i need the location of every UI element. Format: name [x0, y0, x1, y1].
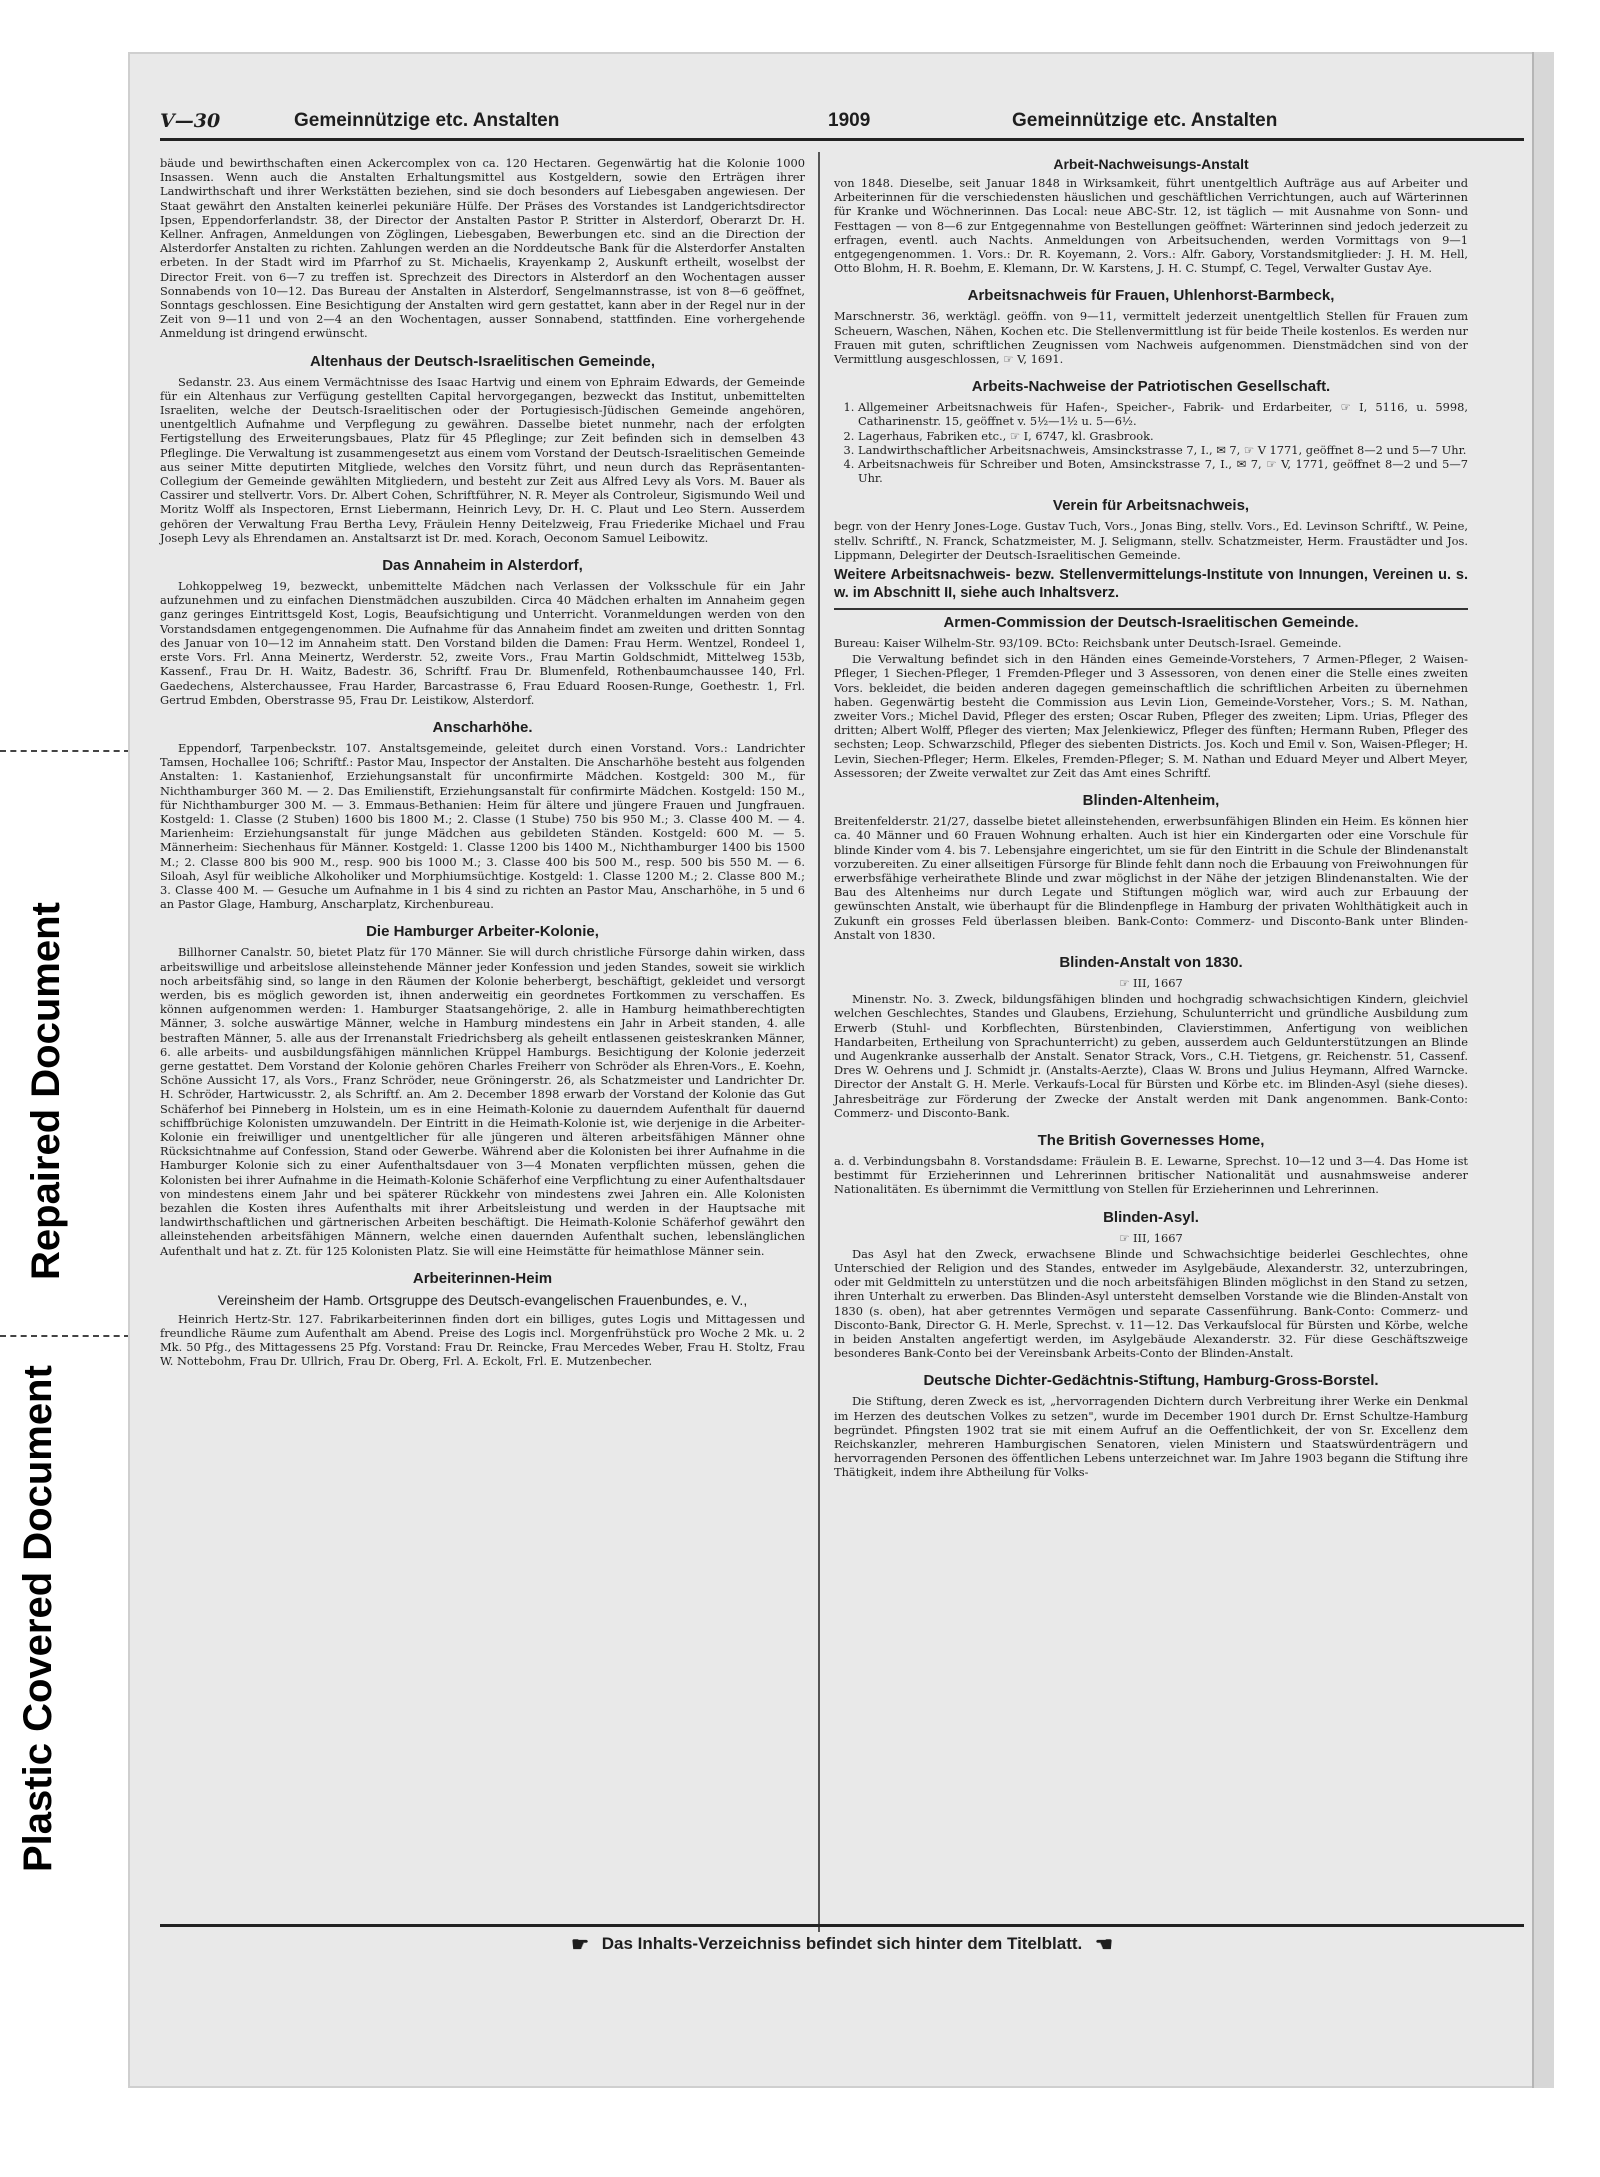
section-title: Armen-Commission der Deutsch-Israelitischen Gemeinde. — [943, 614, 1359, 632]
right-column — [834, 156, 1468, 1482]
phone-number: ☞ III, 1667 — [1119, 1230, 1183, 1245]
section-title: Blinden-Altenheim, — [1082, 792, 1220, 810]
section-subtitle: Vereinsheim der Hamb. Ortsgruppe des Deutsch-evangelischen Frauenbundes, e. V., — [217, 1291, 748, 1308]
section-text: Bureau: Kaiser Wilhelm-Str. 93/109. BCto: Reichsbank unter Deutsch-Israel. Gemeinde. — [834, 636, 1342, 651]
intro-paragraph: bäude und bewirthschaften einen Ackercomplex von ca. 120 Hectaren. Gegenwärtig hat die Kolonie 1000 Insassen. Wenn auch die Anstalten Erhaltungsmittel aus Kostgeldern, sowie den Erträgen ihrer Landwirthschaft und ihrer Werkstätten beziehen, sind sie doch besonders auf Liebesgaben angewiesen. Der Staat gewährt den Anstalten keinerlei pekuniäre Hülfe. Der Präses des Vorstandes ist Landgerichtsdirector Ipsen, Eppendorferlandstr. 38, der Director der Anstalten Pastor P. Stritter in Alsterdorf, Oberarzt Dr. H. Kellner. Anfragen, Anmeldungen von Zöglingen, Liebesgaben, Bewerbungen etc. sind an die Direction der Alsterdorfer Anstalten zu richten. Zahlungen werden an die Norddeutsche Bank für die Alsterdorfer Anstalten erbeten. In der Stadt wird im Pfarrhof zu St. Michaelis, Krayenkamp 2, Auskunft ertheilt, woselbst der Director Freit. von 6—7 zu treffen ist. Sprechzeit des Directors in Alsterdorf an den Wochentagen ausser Sonnabends von 10—12. Das Bureau der Anstalten in Alsterdorf, Sengelmannstrasse, ist von 8—6 geöffnet, Sonntags geschlossen. Eine Besichtigung der Anstalten wird gern gestattet, kann aber in der Regel nur in der Zeit von 9—11 und von 2—4 an den Wochentagen, ausser Sonnabend, stattfinden. Eine vorhergehende Anmeldung ist dringend erwünscht. — [160, 156, 805, 341]
section-title: Das Annaheim in Alsterdorf, — [382, 557, 583, 575]
section-text: begr. von der Henry Jones-Loge. Gustav Tuch, Vors., Jonas Bing, stellv. Vors., Ed. Levinson Schriftf., W. Peine, stellv. Schriftf., N. Franck, Schatzmeister, M. J. Seligmann, stellv. Schatzmeister, Herm. Fraustädter und Jos. Lippmann, Delegirter der Deutsch-Israelitischen Gemeinde. — [834, 519, 1468, 562]
section-title: Arbeitsnachweis für Frauen, Uhlenhorst-Barmbeck, — [967, 287, 1335, 305]
section-title: Arbeit-Nachweisungs-Anstalt — [1053, 156, 1249, 172]
phone-number: ☞ III, 1667 — [1119, 975, 1183, 990]
page-header — [160, 108, 1524, 141]
page-number: V—30 — [160, 110, 221, 132]
scanned-page — [128, 52, 1554, 2088]
section-title: Die Hamburger Arbeiter-Kolonie, — [366, 923, 599, 941]
section-text: Die Stiftung, deren Zweck es ist, „hervorragenden Dichtern durch Verbreitung ihrer Werke ein Denkmal im Herzen des deutschen Volkes zu setzen", wurde im December 1901 durch Dr. Ernst Schultze-Hamburg begründet. Pfingsten 1902 trat sie mit einem Aufruf an die Oeffentlichkeit, der von Sr. Excellenz dem Reichskanzler, mehreren Hamburgischen Senatoren, vielen Ministern und Staatswürdenträgern und hervorragenden Personen des öffentlichen Lebens unterzeichnet war. Im Jahre 1903 begann die Stiftung ihre Thätigkeit, indem ihre Abtheilung für Volks- — [834, 1394, 1468, 1480]
section-text: Heinrich Hertz-Str. 127. Fabrikarbeiterinnen finden dort ein billiges, gutes Logis und Mittagessen und freundliche Räume zum Aufenthalt am Abend. Preise des Logis incl. Morgenfrühstück pro Woche 2 Mk. u. 2 Mk. 50 Pfg., des Mittagessens 25 Pfg. Vorstand: Frau Dr. Reincke, Frau Mercedes Weber, Frau H. Stoltz, Frau W. Nottebohm, Frau Dr. Ullrich, Frau Dr. Oberg, Frl. A. Eckolt, Frl. E. Mutzenbecher. — [160, 1311, 805, 1369]
plastic-covered-label: Plastic Covered Document — [16, 1365, 60, 1872]
section-text: Das Asyl hat den Zweck, erwachsene Blinde und Schwachsichtige beiderlei Geschlechtes, ohne Unterschied der Religion und des Standes, entweder im Asylgebäude, Alexanderstr. 32, unterzubringen, oder mit Geldmitteln zu unterstützen und die noch arbeitsfähigen Blinden möglichst in den Stand zu setzen, ihren Unterhalt zu erwerben. Das Blinden-Asyl untersteht demselben Vorstande wie die Blinden-Anstalt von 1830 (s. oben), hat aber getrenntes Vermögen und separate Cassenführung. Bank-Conto: Commerz- und Disconto-Bank, Director G. H. Merle, Sprechst. v. 11—12. Das Verkaufslocal für Bürsten und Körbe, welche in beiden Anstalten angefertigt werden, im Asylgebäude Alexanderstr. 32. Für diese Geschäftszweige besonderes Bank-Conto bei der Vereinsbank Arbeits-Conto der Blinden-Anstalt. — [834, 1246, 1468, 1361]
header-left-title: Gemeinnützige etc. Anstalten — [294, 110, 560, 131]
section-text: Die Verwaltung befindet sich in den Händen eines Gemeinde-Vorstehers, 7 Armen-Pfleger, 2 Waisen-Pfleger, 1 Siechen-Pfleger, 1 Fremden-Pfleger und 3 Assessoren, von denen einer die Stelle eines zweiten Vors. bekleidet, die beiden anderen dagegen gemeinschaftlich die schriftlichen Arbeiten zu übernehmen haben. Gegenwärtig besteht die Commission aus Levin Lion, Gemeinde-Vorsteher, Vors.; S. M. Nathan, zweiter Vors.; Michel David, Pfleger des ersten; Oscar Ruben, Pfleger des zweiten; Lipm. Urias, Pfleger des dritten; Albert Wolff, Pfleger des vierten; Max Jelenkiewicz, Pfleger des fünften; Hermann Ruben, Pfleger des sechsten; Leop. Schwarzschild, Pfleger des siebenten Districts. Jos. Koch und Emil v. Son, Waisen-Pfleger; H. Levin, Siechen-Pfleger; Herm. Elkeles, Fremden-Pfleger; S. M. Nathan und Eduard Meyer und Albert Meyer, Assessoren; der Zweite verwaltet zur Zeit das Amt eines Schriftf. — [834, 652, 1468, 780]
section-text: Sedanstr. 23. Aus einem Vermächtnisse des Isaac Hartvig und einem von Ephraim Edwards, der Gemeinde für ein Altenhaus zur Verfügung gestellten Capital hervorgegangen, bezweckt das Institut, unbemittelten Israeliten, welche der Deutsch-Israelitischen oder der Portugiesisch-Jüdischen Gemeinde angehören, unentgeltlich Aufnahme und Verpflegung zu gewähren. Dasselbe bietet nunmehr, nach der erfolgten Fertigstellung des Erweiterungsbaues, Platz für 45 Pfleglinge; zur Zeit befinden sich in demselben 43 Pfleglinge. Die Verwaltung ist zusammengesetzt aus einem vom Vorstand der Deutsch-Israelitischen Gemeinde aus seiner Mitte deputirten Mitgliede, welches den Vorsitz führt, und neun durch das Repräsentanten-Collegium der Gemeinde gewählten Mitgliedern, und besteht zur Zeit aus Alfred Levy als Vors. M. Bauer als Cassirer und stellvertr. Vors. Dr. Albert Cohen, Schriftführer, N. R. Meyer als Controleur, Sigismundo Weil und Moritz Wolff als Inspectoren, Ernst Liebermann, Heinrich Levy, Dr. H. C. Plaut und Leo Stern. Ausserdem gehören der Verwaltung Frau Bertha Levy, Fräulein Henny Deitelzweig, Frau Friederike Michael und Frau Joseph Levy als Ehrendamen an. Anstaltsarzt ist Dr. med. Korach, Oeconom Samuel Leibowitz. — [160, 374, 805, 545]
repaired-document-label: Repaired Document — [24, 902, 68, 1280]
section-text: Billhorner Canalstr. 50, bietet Platz für 170 Männer. Sie will durch christliche Fürsorge dahin wirken, dass arbeitswillige und arbeitslose alleinstehende Männer jeder Konfession und jeden Standes, soweit sie wirklich noch arbeitsfähig sind, so lange in den Räumen der Kolonie beherbergt, beschäftigt, gekleidet und versorgt werden, bis es möglich geworden ist, ihnen anderweitig ein geordnetes Fortkommen zu verschaffen. Es können aufgenommen werden: 1. Hamburger Staatsangehörige, 2. alle in Hamburg heimathberechtigten Männer, 3. solche auswärtige Männer, welche in Hamburg mindestens ein Jahr in Arbeit standen, 4. alle bestraften Männer, 5. alle aus der Irrenanstalt Friedrichsberg als geheilt entlassenen geisteskranken Männer, 6. alle arbeits- und ausbildungsfähigen männlichen Krüppel Hamburgs. Besichtigung der Kolonie jederzeit gerne gestattet. Dem Vorstand der Kolonie gehören Charles Freiherr von Schröder als Ehren-Vors., E. Koehn, Schöne Aussicht 17, als Vors., Franz Schröder, neue Gröningerstr. 26, als Schatzmeister und Landrichter Dr. H. Schröder, Hartwicusstr. 2, als Schriftf. an. Am 2. December 1898 erwarb der Vorstand der Kolonie das Gut Schäferhof bei Pinneberg in Holstein, um es in eine Heimath-Kolonie zu dauerndem Aufenthalt für dauernd schiffbrüchige Kolonisten umzuwandeln. Der Eintritt in die Heimath-Kolonie ist, wie derjenige in die Arbeiter-Kolonie ein freiwilliger und unentgeltlicher für alle jüngeren und älteren arbeitsfähigen Männer ohne Rücksichtnahme auf Confession, Stand oder Gewerbe. Während aber die Kolonisten bei ihrer Aufnahme in die Hamburger Kolonie sich zu einer Aufenthaltsdauer von 3—4 Monaten verpflichten müssen, gehen die Kolonisten bei ihrer Aufnahme in die Heimath-Kolonie Schäferhof eine Verpflichtung zu einer Aufenthaltsdauer von mindestens einem Jahr und bei späterer Rückkehr von mindestens zwei Jahren ein. Alle Kolonisten bezahlen die Kosten ihres Aufenthalts mit ihrer Arbeitsleistung und werden in der Hauptsache mit landwirthschaftlichen und gärtnerischen Arbeiten beschäftigt. Die Heimath-Kolonie Schäferhof gewährt den alleinstehenden arbeitsfähigen Männern, welche einen dauernden Aufenthalt suchen, lebenslänglichen Aufenthalt und hat z. Zt. für 125 Kolonisten Platz. Sie will eine Heimstätte für heimathlose Männer sein. — [160, 945, 805, 1258]
section-text: a. d. Verbindungsbahn 8. Vorstandsdame: Fräulein B. E. Lewarne, Sprechst. 10—12 und 3—4. Das Home ist bestimmt für Erzieherinnen und Lehrerinnen britischer Nationalität und ausnahmsweise anderer Nationalitäten. Es übernimmt die Vermittlung von Stellen für Erzieherinnen und Lehrerinnen. — [834, 1153, 1468, 1197]
left-column — [160, 156, 805, 1371]
section-title: Blinden-Asyl. — [1103, 1208, 1199, 1226]
section-title: The British Governesses Home, — [1037, 1131, 1265, 1149]
section-text: Lohkoppelweg 19, bezweckt, unbemittelte Mädchen nach Verlassen der Volksschule für ein Jahr aufzunehmen und zu einfachen Dienstmädchen auszubilden. Circa 40 Mädchen erhalten im Annaheim gegen ganz geringes Eintrittsgeld Kost, Logis, Beaufsichtigung und Unterricht. Voranmeldungen werden von den Vorstandsdamen entgegengenommen. Die Aufnahme für das Annaheim findet am zweiten und dritten Sonntag des Januar von 10—12 im Annaheim statt. Den Vorstand bilden die Damen: Frau Herm. Wentzel, Rondeel 1, erste Vors. Frl. Anna Meinertz, Werderstr. 52, zweite Vors., Frau Martin Goldschmidt, Mittelweg 153b, Kassenf., Frau Dr. H. Waitz, Badestr. 36, Schriftf. Frau Dr. Blumenfeld, Rothenbaumchaussee 140, Frl. Gaedechens, Alsterchaussee, Frau Harder, Barcastrasse 6, Frau Eduard Roosen-Runge, Goethestr. 1, Frl. Gertrud Embden, Oberstrasse 95, Frau Dr. Leistikow, Alsterdorf. — [160, 579, 805, 707]
pointing-hand-icon: ☚ — [1095, 1934, 1113, 1956]
pointing-hand-icon: ☛ — [571, 1934, 589, 1956]
list-item: 2. Lagerhaus, Fabriken etc., ☞ I, 6747, kl. Grasbrook. — [858, 429, 1468, 443]
footer-rule — [160, 1924, 1524, 1927]
section-text: Eppendorf, Tarpenbeckstr. 107. Anstaltsgemeinde, geleitet durch einen Vorstand. Vors.: Landrichter Tamsen, Hochallee 106; Schriftf.: Pastor Mau, Inspector der Anstalten. Die Anscharhöhe besteht aus folgenden Anstalten: 1. Kastanienhof, Erziehungsanstalt für unconfirmirte Mädchen. Kostgeld: 300 M., für Nichthamburger 360 M. — 2. Das Emilienstift, Erziehungsanstalt für confirmirte Mädchen. Kostgeld: 150 M., für Nichthamburger 300 M. — 3. Emmaus-Bethanien: Heim für ältere und jüngere Frauen und Jungfrauen. Kostgeld: 1. Classe (2 Stuben) 1600 bis 1800 M.; 2. Classe (1 Stube) 750 bis 950 M.; 3. Classe 400 M. — 4. Marienheim: Erziehungsanstalt für junge Mädchen aus gebildeten Ständen. Kostgeld: 600 M. — 5. Männerheim: Siechenhaus für Männer. Kostgeld: 1. Classe 1200 bis 1400 M., Nichthamburger 1400 bis 1500 M.; 2. Classe 800 bis 900 M., resp. 900 bis 1000 M.; 3. Classe 400 bis 500 M., resp. 500 bis 550 M. — 6. Siloah, Asyl für weibliche Alkoholiker und Morphiumsüchtige. Kostgeld: 1. Classe 1200 M.; 2. Classe 800 M.; 3. Classe 400 M. — Gesuche um Aufnahme in 1 bis 4 sind zu richten an Pastor Mau, Anscharhöhe, in 5 und 6 an Pastor Glage, Hamburg, Anscharplatz, Kirchenbureau. — [160, 740, 805, 912]
section-title: Blinden-Anstalt von 1830. — [1059, 953, 1243, 971]
margin-divider — [0, 1335, 130, 1337]
header-right-title: Gemeinnützige etc. Anstalten — [1012, 110, 1278, 131]
list-item: 3. Landwirthschaftlicher Arbeitsnachweis, Amsinckstrasse 7, I., ✉ 7, ☞ V 1771, geöffnet 8—2 und 5—7 Uhr. — [858, 443, 1468, 457]
list-item: 1. Allgemeiner Arbeitsnachweis für Hafen-, Speicher-, Fabrik- und Erdarbeiter, ☞ I, 5116, u. 5998, Catharinenstr. 15, geöffnet v. 5½—1½ u. 5—6½. — [858, 400, 1468, 428]
footer-text: Das Inhalts-Verzeichniss befindet sich hinter dem Titelblatt. — [601, 1933, 1083, 1953]
header-year: 1909 — [828, 110, 871, 131]
section-text: Marschnerstr. 36, werktägl. geöffn. von 9—11, vermittelt jederzeit unentgeltlich Stellen für Frauen zum Scheuern, Waschen, Nähen, Kochen etc. Die Stellenvermittlung ist für beide Theile kostenlos. Es werden nur Frauen mit guten, schriftlichen Zeugnissen vom Nachweis aufgenommen. Dienstmädchen sind von der Vermittlung ausgeschlossen, ☞ V, 1691. — [834, 309, 1468, 367]
section-text: Minenstr. No. 3. Zweck, bildungsfähigen blinden und hochgradig schwachsichtigen Kindern, gleichviel welchen Geschlechtes, Standes und Glaubens, Erziehung, Schulunterricht und gründliche Ausbildung zum Erwerb (Stuhl- und Korbflechten, Bürstenbinden, Clavierstimmen, Anfertigung von weiblichen Handarbeiten, Ertheilung von Sprachunterricht) zu geben, ausserdem auch Geldunterstützungen an Blinde und Augenkranke ausserhalb der Anstalt. Senator Strack, Vors., C.H. Tietgens, gr. Reichenstr. 51, Cassenf. Dres W. Oehrens und J. Schmidt jr. (Anstalts-Aerzte), Claas W. Brons und Julius Heymann, Alfred Warncke. Director der Anstalt G. H. Merle. Verkaufs-Local für Bürsten und Körbe etc. im Blinden-Asyl (siehe dieses). Jahresbeiträge zur Förderung der Zwecke der Anstalt werden mit Dank angenommen. Bank-Conto: Commerz- und Disconto-Bank. — [834, 992, 1468, 1120]
page-footer — [160, 1932, 1524, 1957]
column-divider — [818, 152, 820, 1932]
patriot-list — [834, 400, 1468, 485]
cross-reference-note: Weitere Arbeitsnachweis- bezw. Stellenvermittelungs-Institute von Innungen, Vereinen u. s. w. im Abschnitt II, siehe auch Inhaltsverz. — [834, 567, 1468, 602]
section-title: Anscharhöhe. — [432, 718, 533, 736]
section-title: Verein für Arbeitsnachweis, — [1052, 497, 1250, 515]
margin-divider — [0, 750, 130, 752]
section-rule — [834, 608, 1468, 610]
section-title: Arbeiterinnen-Heim — [412, 1269, 553, 1287]
section-title: Deutsche Dichter-Gedächtnis-Stiftung, Hamburg-Gross-Borstel. — [923, 1372, 1379, 1390]
list-item: 4. Arbeitsnachweis für Schreiber und Boten, Amsinckstrasse 7, I., ✉ 7, ☞ V, 1771, geöffnet 8—2 und 5—7 Uhr. — [858, 457, 1468, 485]
section-title: Altenhaus der Deutsch-Israelitischen Gemeinde, — [309, 352, 656, 370]
section-title: Arbeits-Nachweise der Patriotischen Gesellschaft. — [971, 378, 1331, 396]
section-text: von 1848. Dieselbe, seit Januar 1848 in Wirksamkeit, führt unentgeltlich Aufträge aus auf Arbeiter und Arbeiterinnen für die verschiedensten häuslichen und geschäftlichen Verrichtungen, auch auf Wärterinnen für Kranke und Wöchnerinnen. Das Local: neue ABC-Str. 12, ist täglich — mit Ausnahme von Sonn- und Festtagen — von 8—6 zur Entgegennahme von Bestellungen geöffnet: Wärterinnen sind jedoch jederzeit zu erfragen, eventl. auch Nachts. Anmeldungen von Arbeitsuchenden, werden Vormittags von 9—1 entgegengenommen. 1. Vors.: Dr. R. Koyemann, 2. Vors.: Alfr. Gabory, Vorstandsmitglieder: J. H. M. Hell, Otto Blohm, H. R. Boehm, E. Klemann, Dr. W. Karstens, J. H. C. Stumpf, C. Tegel, Verwalter Gustav Aye. — [834, 176, 1468, 276]
section-text: Breitenfelderstr. 21/27, dasselbe bietet alleinstehenden, erwerbsunfähigen Blinden ein Heim. Es können hier ca. 40 Männer und 60 Frauen Wohnung erhalten. Auch ist hier ein Kindergarten oder eine Vorschule für blinde Kinder vom 4. bis 7. Lebensjahre eingerichtet, um sie für den Eintritt in die Schule der Blindenanstalt vorzubereiten. Zu einer allseitigen Fürsorge für Blinde fehlt dann noch die Erbauung von Freiwohnungen für erwerbsfähige verheirathete Blinde und zwar möglichst in der Nähe der jetzigen Blindenanstalten. Wie der Bau des Altenheims nur durch Legate und Stiftungen möglich war, wird auch zur Erbauung der gewünschten Anstalt, wie überhaupt für die Blindenpflege in Hamburg der privaten Wohlthätigkeit auch in Zukunft ein grosses Feld überlassen bleiben. Bank-Conto: Commerz- und Disconto-Bank unter Blinden-Anstalt von 1830. — [834, 814, 1468, 942]
page-edge — [1532, 52, 1554, 2088]
